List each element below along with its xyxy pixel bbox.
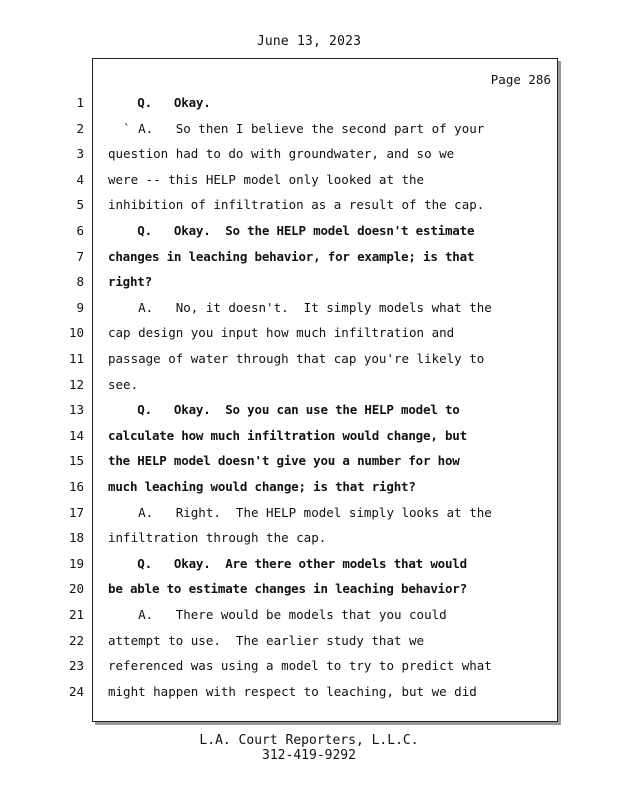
line-number: 10: [68, 325, 84, 341]
line-number: 18: [68, 530, 84, 546]
line-number: 23: [68, 658, 84, 674]
line-number: 14: [68, 427, 84, 443]
line-number: 9: [76, 299, 84, 315]
line-number: 21: [68, 607, 84, 622]
answer-line: see.: [108, 376, 139, 392]
answer-line: A. No, it doesn't. It simply models what the: [108, 299, 492, 315]
line-number: 4: [76, 171, 84, 187]
line-number: 6: [76, 223, 84, 238]
answer-line: A. There would be models that you could: [108, 607, 447, 622]
line-number: 5: [76, 197, 84, 213]
line-number: 8: [76, 274, 84, 290]
answer-line: inhibition of infiltration as a result of the cap.: [108, 197, 485, 213]
answer-line: referenced was using a model to try to predict what: [108, 658, 492, 674]
line-number: 2: [76, 120, 84, 136]
question-line: Q. Okay. Are there other models that would: [108, 555, 467, 571]
footer-company: L.A. Court Reporters, L.L.C.: [199, 733, 419, 748]
question-line: Q. Okay.: [108, 95, 211, 110]
line-number: 22: [68, 632, 84, 648]
question-line: Q. Okay. So you can use the HELP model to: [108, 402, 460, 418]
answer-line: cap design you input how much infiltration and: [108, 325, 455, 341]
line-number: 7: [76, 248, 84, 264]
line-number: 24: [68, 683, 84, 699]
line-number: 16: [68, 479, 84, 494]
question-line: Q. Okay. So the HELP model doesn't estimate: [108, 223, 475, 238]
line-number: 1: [76, 95, 84, 110]
line-number: 19: [68, 555, 84, 571]
line-number: 15: [68, 453, 84, 469]
answer-line: might happen with respect to leaching, but we did: [108, 683, 477, 699]
header-date: June 13, 2023: [256, 34, 362, 49]
question-line: right?: [108, 274, 152, 290]
page-number: Page 286: [490, 72, 551, 87]
answer-line: passage of water through that cap you're likely to: [108, 351, 485, 366]
question-line: the HELP model doesn't give you a number for how: [108, 453, 460, 469]
footer-phone: 312-419-9292: [262, 748, 356, 763]
line-number: 13: [68, 402, 84, 418]
answer-line: ` A. So then I believe the second part of your: [108, 120, 485, 136]
line-number: 17: [68, 504, 84, 520]
question-line: be able to estimate changes in leaching behavior?: [108, 581, 467, 597]
line-number: 11: [68, 351, 84, 366]
answer-line: infiltration through the cap.: [108, 530, 327, 546]
question-line: changes in leaching behavior, for example; is that: [108, 248, 475, 264]
question-line: calculate how much infiltration would change, but: [108, 427, 467, 443]
answer-line: were -- this HELP model only looked at the: [108, 171, 425, 187]
answer-line: A. Right. The HELP model simply looks at the: [108, 504, 492, 520]
question-line: much leaching would change; is that right?: [108, 479, 416, 494]
line-number: 3: [76, 146, 84, 162]
line-number: 20: [68, 581, 84, 597]
answer-line: attempt to use. The earlier study that we: [108, 632, 425, 648]
line-number: 12: [68, 376, 84, 392]
answer-line: question had to do with groundwater, and so we: [108, 146, 455, 162]
